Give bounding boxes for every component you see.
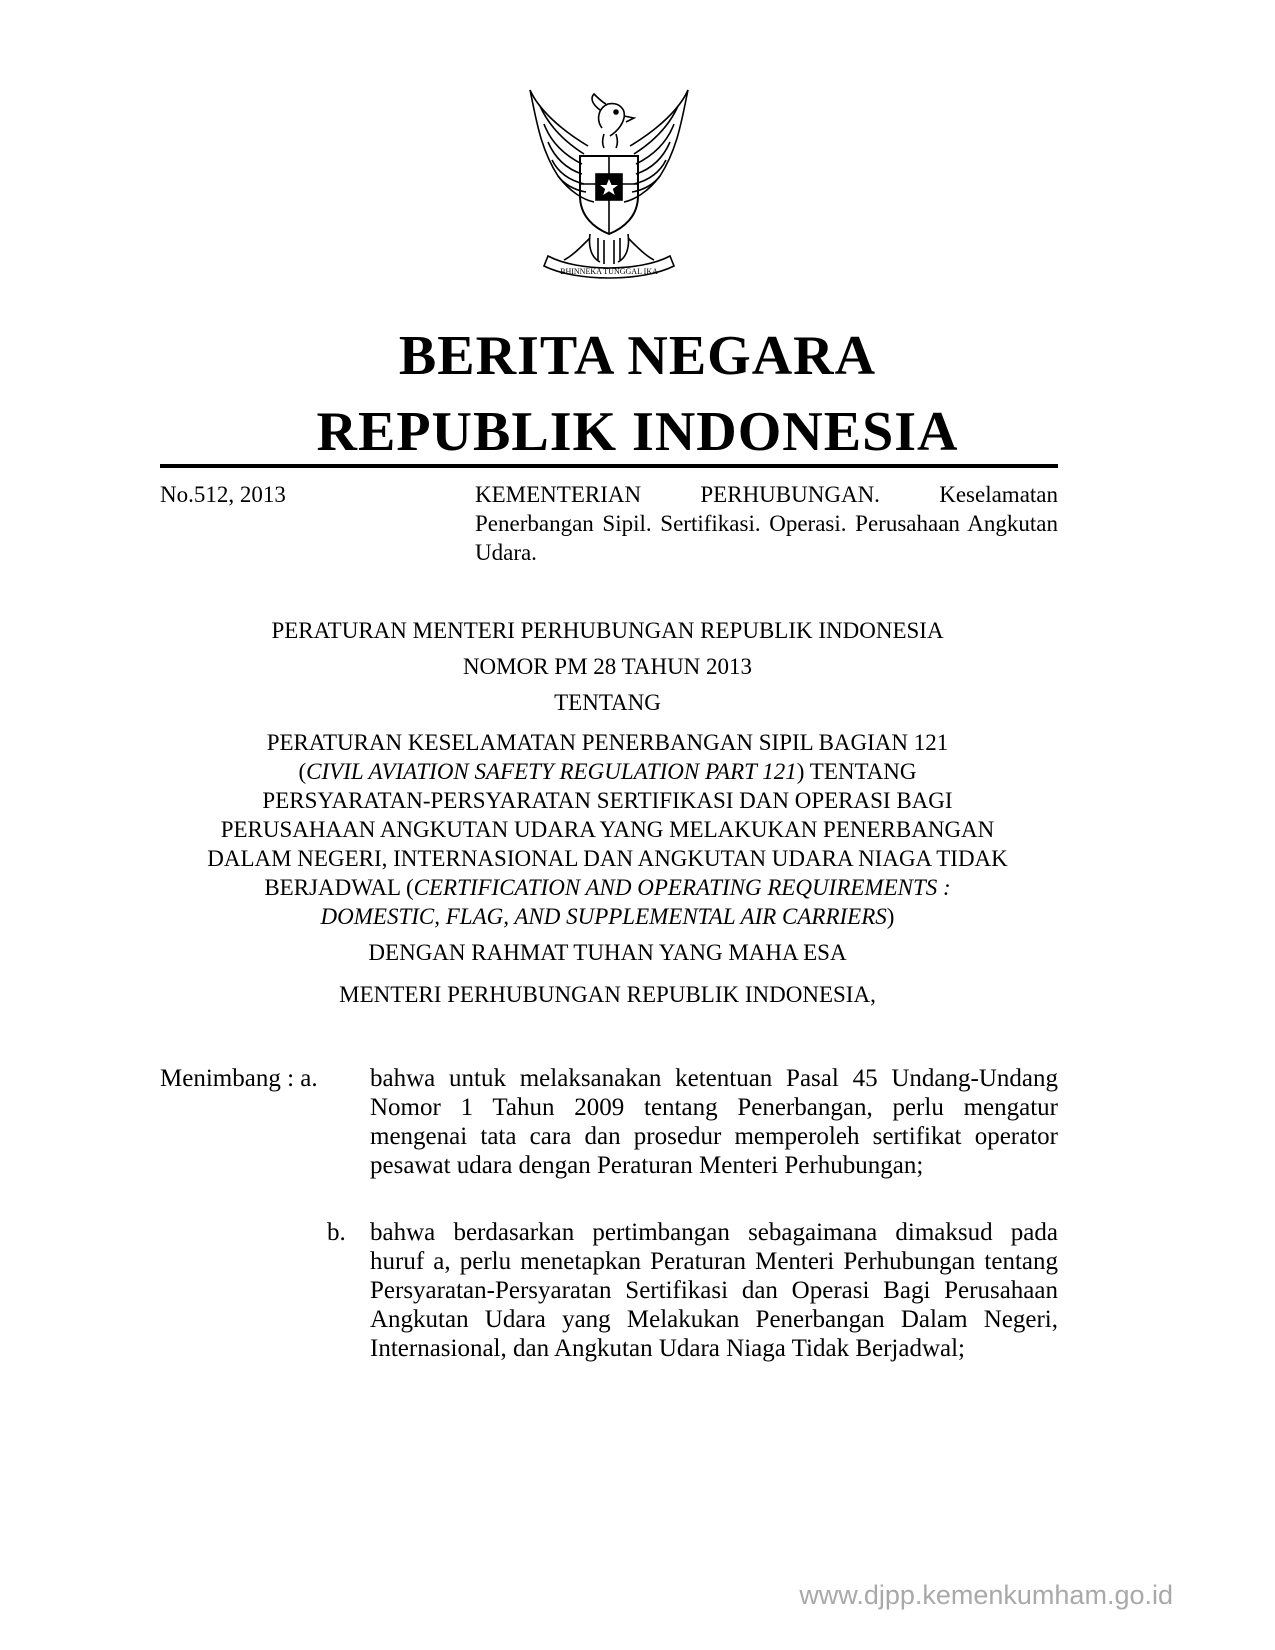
masthead-divider: [160, 464, 1058, 468]
opening-line-2: MENTERI PERHUBUNGAN REPUBLIK INDONESIA,: [339, 982, 876, 1007]
regulation-line-5-italic: CIVIL AVIATION SAFETY REGULATION PART 121: [306, 759, 797, 784]
consideration-item-a: bahwa untuk melaksanakan ketentuan Pasal 45 Undang-Undang Nomor 1 Tahun 2009 tentang Penerbangan, perlu mengatur mengenai tata cara dan prosedur memperoleh sertifikat operator pesawat udara dengan Peraturan Menteri Perhubungan;: [370, 1065, 1058, 1179]
regulation-line-5: [100, 757, 1115, 786]
gazette-summary: KEMENTERIAN PERHUBUNGAN. Keselamatan Penerbangan Sipil. Sertifikasi. Operasi. Perusahaan Angkutan Udara.: [475, 482, 1058, 565]
regulation-line-6: PERSYARATAN-PERSYARATAN SERTIFIKASI DAN OPERASI BAGI: [262, 788, 953, 813]
considerations-label: Menimbang : a.: [160, 1065, 318, 1092]
regulation-line-3: TENTANG: [554, 690, 661, 715]
regulation-line-4: PERATURAN KESELAMATAN PENERBANGAN SIPIL BAGIAN 121: [266, 730, 949, 755]
regulation-line-2: NOMOR PM 28 TAHUN 2013: [462, 654, 753, 679]
consideration-marker-b: b.: [327, 1219, 346, 1246]
garuda-emblem-icon: [518, 88, 700, 284]
emblem-motto: BHINNEKA TUNGGAL IKA: [560, 267, 658, 276]
gazette-number: No.512, 2013: [160, 482, 286, 507]
regulation-line-8: DALAM NEGERI, INTERNASIONAL DAN ANGKUTAN UDARA NIAGA TIDAK: [207, 846, 1008, 871]
regulation-line-5-open: (: [298, 759, 307, 784]
opening-line-1: DENGAN RAHMAT TUHAN YANG MAHA ESA: [368, 940, 847, 965]
masthead-line-2: REPUBLIK INDONESIA: [316, 401, 959, 463]
regulation-line-7: PERUSAHAAN ANGKUTAN UDARA YANG MELAKUKAN PENERBANGAN: [220, 817, 995, 842]
regulation-line-9: [100, 873, 1115, 902]
regulation-line-10-italic: DOMESTIC, FLAG, AND SUPPLEMENTAL AIR CARRIERS: [320, 904, 887, 929]
regulation-line-5-close: ) TENTANG: [796, 759, 917, 784]
masthead-line-1: BERITA NEGARA: [398, 325, 877, 387]
regulation-line-9-italic: CERTIFICATION AND OPERATING REQUIREMENTS :: [413, 875, 951, 900]
regulation-line-10: [100, 902, 1115, 931]
opening-formula: [100, 938, 1115, 1009]
website-watermark: www.djpp.kemenkumham.go.id: [799, 1580, 1173, 1610]
regulation-title: [100, 616, 1115, 931]
regulation-line-1: PERATURAN MENTERI PERHUBUNGAN REPUBLIK INDONESIA: [271, 618, 944, 643]
regulation-line-10-close: ): [886, 904, 895, 929]
consideration-item-b: bahwa berdasarkan pertimbangan sebagaimana dimaksud pada huruf a, perlu menetapkan Peraturan Menteri Perhubungan tentang Persyaratan-Persyaratan Sertifikasi dan Operasi Bagi Perusahaan Angkutan Udara yang Melakukan Penerbangan Dalam Negeri, Internasional, dan Angkutan Udara Niaga Tidak Berjadwal;: [370, 1219, 1058, 1362]
regulation-line-9-plain: BERJADWAL (: [264, 875, 414, 900]
